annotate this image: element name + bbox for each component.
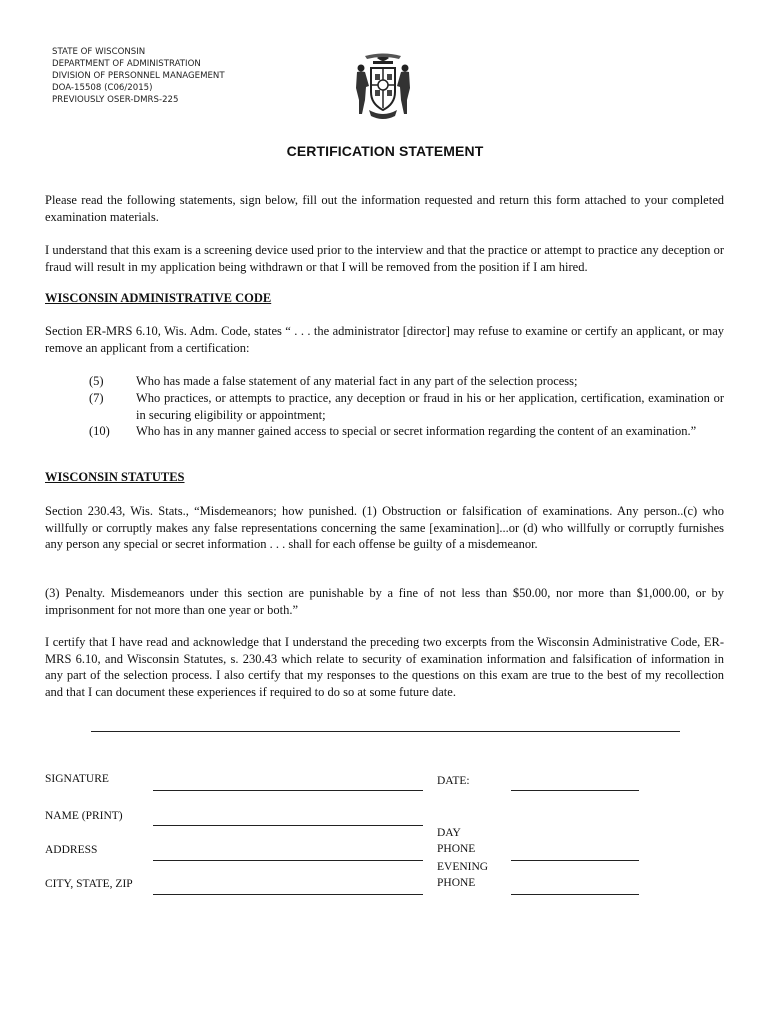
signature-line[interactable] [153,790,423,791]
statutes-heading: WISCONSIN STATUTES [45,470,185,484]
item-number: (7) [89,391,104,405]
document-title: CERTIFICATION STATEMENT [286,143,484,159]
agency-header [52,46,225,106]
agency-line-division: DIVISION OF PERSONNEL MANAGEMENT [52,71,225,82]
agency-line-department: DEPARTMENT OF ADMINISTRATION [52,59,201,70]
statutes-text: Section 230.43, Wis. Stats., “Misdemeanors; how punished. (1) Obstruction or falsification of examinations. Any person..(c) who willfully or corruptly makes any false representations concerning the same [examination]...or (d) who willfully or corruptly furnishes any person any special or secret information . . . shall for each offense be guilty of a misdemeanor. [45,504,724,552]
agency-line-state: STATE OF WISCONSIN [52,47,146,57]
item-text: Who practices, or attempts to practice, any deception or fraud in his or her application, certification, examination or in securing eligibility or appointment; [136,391,724,422]
item-number: (5) [89,374,104,388]
name-label: NAME (PRINT) [45,810,123,822]
name-line[interactable] [153,825,423,826]
item-text: Who has made a false statement of any material fact in any part of the selection process; [136,374,578,388]
state-seal-icon [349,52,417,124]
signature-label: SIGNATURE [45,773,109,785]
city-state-zip-label: CITY, STATE, ZIP [45,878,133,890]
city-state-zip-line[interactable] [153,894,423,895]
date-line[interactable] [511,790,639,791]
admin-code-heading: WISCONSIN ADMINISTRATIVE CODE [45,291,272,305]
form-number: DOA-15508 (C06/2015) [52,83,153,94]
certification-paragraph: I certify that I have read and acknowledge that I understand the preceding two excerpts from the Wisconsin Administrative Code, ER-MRS 6.10, and Wisconsin Statutes, s. 230.43 which relate to security of examination information and falsification of information in any part of the selection process. I also certify that my responses to the questions on this exam are true to the best of my recollection and that I can document these experiences if required to do so at some future date. [45,635,724,699]
evening-phone-line[interactable] [511,894,639,895]
address-line[interactable] [153,860,423,861]
intro-paragraph-instructions: Please read the following statements, sign below, fill out the information requested and return this form attached to your completed examination materials. [45,193,724,224]
item-text: Who has in any manner gained access to special or secret information regarding the content of an examination.” [136,424,697,438]
day-phone-label-line2: PHONE [437,843,476,855]
date-label: DATE: [437,775,470,787]
day-phone-line[interactable] [511,860,639,861]
previous-form-number: PREVIOUSLY OSER-DMRS-225 [52,95,179,106]
evening-phone-label-line1: EVENING [437,861,489,873]
day-phone-label-line1: DAY [437,827,461,839]
admin-code-text: Section ER-MRS 6.10, Wis. Adm. Code, states “ . . . the administrator [director] may refuse to examine or certify an applicant, or may remove an applicant from a certification: [45,324,724,355]
item-number: (10) [89,424,110,438]
evening-phone-label-line2: PHONE [437,877,476,889]
address-label: ADDRESS [45,844,98,856]
section-divider [91,731,680,732]
statutes-penalty: (3) Penalty. Misdemeanors under this section are punishable by a fine of not less than $50.00, nor more than $1,000.00, or by imprisonment for not more than one year or both.” [45,586,724,617]
intro-paragraph-understanding: I understand that this exam is a screening device used prior to the interview and that the practice or attempt to practice any deception or fraud will result in my application being withdrawn or that I will be removed from the position if I am hired. [45,243,724,274]
